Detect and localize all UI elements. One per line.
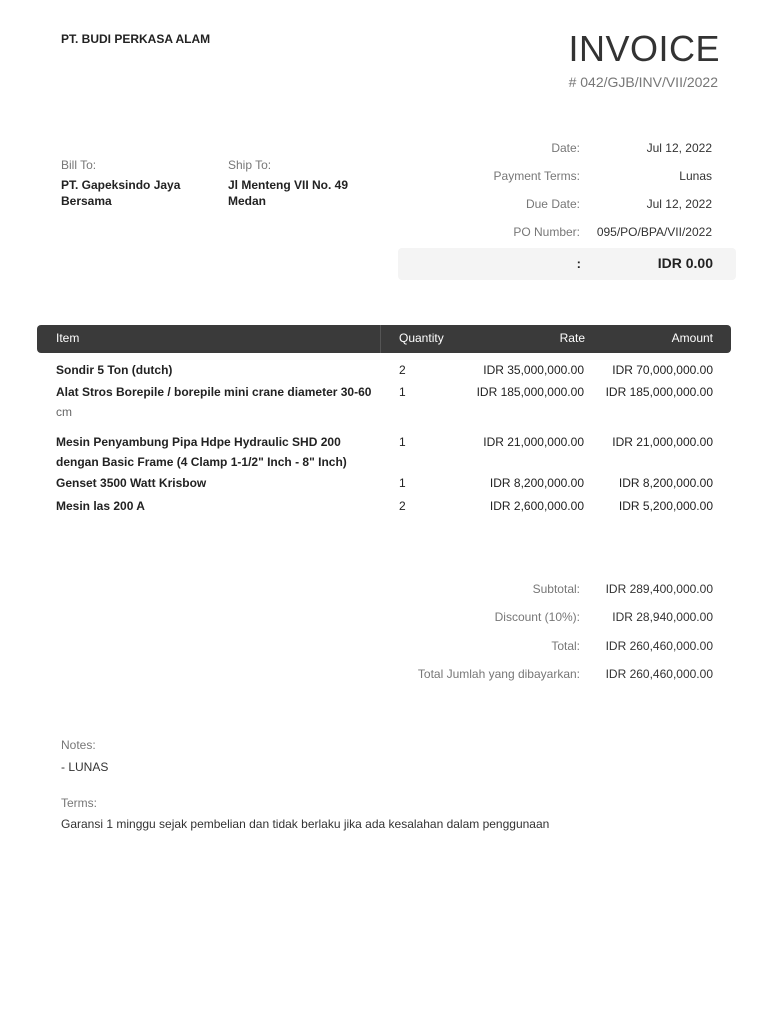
header-rate: Rate — [559, 331, 585, 345]
row-amount: IDR 70,000,000.00 — [612, 363, 713, 377]
ship-to-line1: Jl Menteng VII No. 49 — [228, 178, 349, 192]
header-amount: Amount — [671, 331, 713, 345]
ship-to-address — [228, 177, 388, 209]
payment-terms-value: Lunas — [679, 169, 712, 183]
row-item — [56, 360, 381, 380]
row-item-name: Mesin las 200 A — [56, 499, 145, 513]
meta-due-row — [395, 197, 735, 217]
header-quantity: Quantity — [399, 331, 444, 345]
row-item — [56, 432, 366, 472]
row-qty: 1 — [399, 385, 406, 399]
row-item-name: Alat Stros Borepile / borepile mini crane diameter 30-60 — [56, 385, 372, 399]
bill-to-line1: PT. Gapeksindo Jaya — [61, 178, 181, 192]
po-number-label: PO Number: — [513, 225, 580, 239]
terms-value: Garansi 1 minggu sejak pembelian dan tidak berlaku jika ada kesalahan dalam penggunaan — [61, 817, 550, 831]
invoice-number: # 042/GJB/INV/VII/2022 — [568, 74, 718, 90]
notes-label: Notes: — [61, 738, 96, 752]
amount-paid-label: Total Jumlah yang dibayarkan: — [417, 667, 580, 681]
bill-to-label: Bill To: — [61, 158, 97, 172]
balance-label: : — [576, 256, 581, 271]
total-label: Total: — [551, 639, 580, 653]
row-qty: 2 — [399, 363, 406, 377]
row-qty: 1 — [399, 476, 406, 490]
subtotal-label: Subtotal: — [532, 582, 580, 596]
payment-terms-label: Payment Terms: — [493, 169, 580, 183]
row-item-name: Sondir 5 Ton (dutch) — [56, 363, 173, 377]
row-amount: IDR 185,000,000.00 — [605, 385, 713, 399]
balance-value: IDR 0.00 — [657, 255, 713, 271]
meta-po-row — [395, 225, 735, 245]
terms-label: Terms: — [61, 796, 97, 810]
row-amount: IDR 21,000,000.00 — [612, 435, 713, 449]
ship-to-label: Ship To: — [228, 158, 272, 172]
row-qty: 2 — [399, 499, 406, 513]
meta-date-row — [395, 141, 735, 161]
notes-value: - LUNAS — [61, 760, 109, 774]
po-number-value: 095/PO/BPA/VII/2022 — [596, 225, 712, 239]
company-name: PT. BUDI PERKASA ALAM — [61, 32, 211, 46]
row-item-name: Genset 3500 Watt Krisbow — [56, 476, 207, 490]
bill-to-line2: Bersama — [61, 194, 112, 208]
header-divider — [380, 325, 381, 353]
subtotal-value: IDR 289,400,000.00 — [605, 582, 713, 596]
date-value: Jul 12, 2022 — [646, 141, 712, 155]
row-item — [56, 473, 381, 493]
subtotal-row — [380, 582, 768, 602]
bill-to-address — [61, 177, 221, 209]
row-rate: IDR 21,000,000.00 — [483, 435, 584, 449]
row-rate: IDR 35,000,000.00 — [483, 363, 584, 377]
row-item — [56, 496, 381, 516]
discount-label: Discount (10%): — [494, 610, 580, 624]
date-label: Date: — [551, 141, 580, 155]
meta-terms-row — [395, 169, 735, 189]
row-rate: IDR 2,600,000.00 — [489, 499, 584, 513]
total-value: IDR 260,460,000.00 — [605, 639, 713, 653]
discount-row — [380, 610, 768, 630]
row-rate: IDR 185,000,000.00 — [476, 385, 584, 399]
row-item-name: Mesin Penyambung Pipa Hdpe Hydraulic SHD 200 dengan Basic Frame (4 Clamp 1-1/2" Inch - 8" Inch) — [56, 435, 347, 469]
header-item: Item — [56, 331, 80, 345]
row-amount: IDR 8,200,000.00 — [618, 476, 713, 490]
row-amount: IDR 5,200,000.00 — [618, 499, 713, 513]
items-table-header — [37, 325, 731, 353]
total-row — [380, 639, 768, 659]
amount-paid-row — [380, 667, 768, 687]
due-date-label: Due Date: — [525, 197, 580, 211]
due-date-value: Jul 12, 2022 — [646, 197, 712, 211]
balance-due-box — [398, 248, 736, 280]
amount-paid-value: IDR 260,460,000.00 — [605, 667, 713, 681]
discount-value: IDR 28,940,000.00 — [612, 610, 713, 624]
row-item — [56, 382, 386, 422]
row-qty: 1 — [399, 435, 406, 449]
row-item-sub: cm — [56, 405, 72, 419]
row-rate: IDR 8,200,000.00 — [489, 476, 584, 490]
invoice-title: INVOICE — [568, 28, 720, 69]
ship-to-line2: Medan — [228, 194, 267, 208]
